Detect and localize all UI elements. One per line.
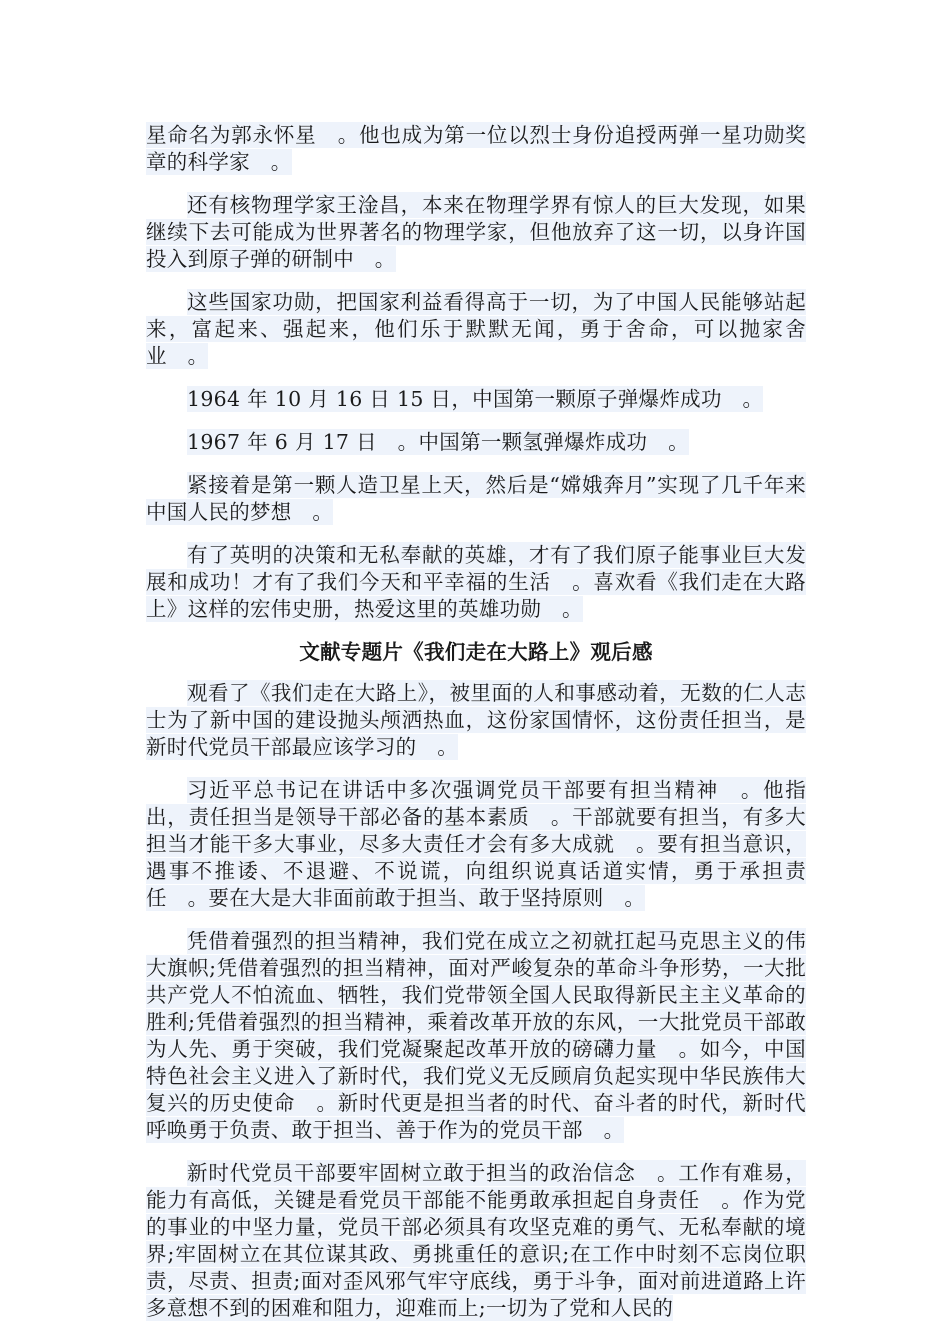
paragraph-11 [146, 1160, 806, 1322]
paragraph-10-text: 凭借着强烈的担当精神，我们党在成立之初就扛起马克思主义的伟大旗帜;凭借着强烈的担当精神，面对严峻复杂的革命斗争形势，一大批共产党人不怕流血、牺牲，我们党带领全国人民取得新民主主义革命的胜利;凭借着强烈的担当精神，乘着改革开放的东风，一大批党员干部敢为人先、勇于突破，我们党凝聚起改革开放的磅礴力量 。如今，中国特色社会主义进入了新时代，我们党义无反顾肩负起实现中华民族伟大复兴的历史使命 。新时代更是担当者的时代、奋斗者的时代，新时代呼唤勇于负责、敢于担当、善于作为的党员干部 。 [146, 929, 806, 1142]
section-heading: 文献专题片《我们走在大路上》观后感 [299, 640, 653, 664]
paragraph-8-text: 观看了《我们走在大路上》，被里面的人和事感动着，无数的仁人志士为了新中国的建设抛头颅洒热血，这份家国情怀，这份责任担当，是新时代党员干部最应该学习的 。 [146, 681, 806, 759]
paragraph-8 [146, 680, 806, 761]
paragraph-5-text: 1967 年 6 月 17 日 。中国第一颗氢弹爆炸成功 。 [187, 430, 689, 454]
paragraph-2-text: 还有核物理学家王淦昌，本来在物理学界有惊人的巨大发现，如果继续下去可能成为世界著名的物理学家，但他放弃了这一切，以身许国投入到原子弹的研制中 。 [146, 193, 806, 271]
paragraph-7 [146, 542, 806, 623]
paragraph-9-text: 习近平总书记在讲话中多次强调党员干部要有担当精神 。他指出，责任担当是领导干部必备的基本素质 。干部就要有担当，有多大担当才能干多大事业，尽多大责任才会有多大成就 。要有担当意识，遇事不推诿、不退避、不说谎，向组织说真话道实情，勇于承担责任 。要在大是大非面前敢于担当、敢于坚持原则 。 [146, 778, 806, 910]
paragraph-10 [146, 928, 806, 1144]
paragraph-6 [146, 472, 806, 526]
paragraph-1 [146, 122, 806, 176]
document-page [146, 122, 806, 1338]
paragraph-11-text: 新时代党员干部要牢固树立敢于担当的政治信念 。工作有难易，能力有高低，关键是看党员干部能不能勇敢承担起自身责任 。作为党的事业的中坚力量，党员干部必须具有攻坚克难的勇气、无私奉献的境界;牢固树立在其位谋其政、勇挑重任的意识;在工作中时刻不忘岗位职责，尽责、担责;面对歪风邪气牢守底线，勇于斗争，面对前进道路上许多意想不到的困难和阻力，迎难而上;一切为了党和人民的 [146, 1161, 806, 1320]
paragraph-3 [146, 289, 806, 370]
paragraph-9 [146, 777, 806, 912]
paragraph-4 [146, 386, 806, 413]
paragraph-5 [146, 429, 806, 456]
paragraph-3-text: 这些国家功勋，把国家利益看得高于一切，为了中国人民能够站起来，富起来、强起来，他们乐于默默无闻，勇于舍命，可以抛家舍业 。 [146, 290, 806, 368]
paragraph-6-text: 紧接着是第一颗人造卫星上天，然后是“嫦娥奔月”实现了几千年来中国人民的梦想 。 [146, 473, 806, 524]
paragraph-1-text: 星命名为郭永怀星 。他也成为第一位以烈士身份追授两弹一星功勋奖章的科学家 。 [146, 123, 806, 174]
paragraph-2 [146, 192, 806, 273]
paragraph-7-text: 有了英明的决策和无私奉献的英雄，才有了我们原子能事业巨大发展和成功！才有了我们今天和平幸福的生活 。喜欢看《我们走在大路上》这样的宏伟史册，热爱这里的英雄功勋 。 [146, 543, 806, 621]
paragraph-4-text: 1964 年 10 月 16 日 15 日，中国第一颗原子弹爆炸成功 。 [187, 387, 764, 411]
